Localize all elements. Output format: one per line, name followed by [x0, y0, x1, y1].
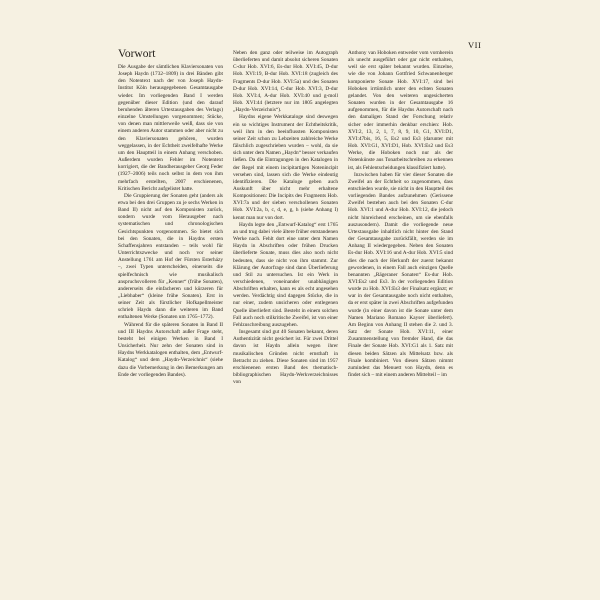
paragraph: Haydns eigene Werkkataloge sind deswegen ein so wichtiges Instrument der Echtheitskritik, weil ihm in den beeinflussten Komponisten seiner Zeit schon zu Lebzeiten zahlreiche Werke fälschlich zugeschrieben wurden – wohl, da sie sich unter dem Namen „Haydn“ besser verkaufen ließen. Da die Eintragungen in den Katalogen in der Regel mit einem incipitartigen Notenincipit versehen sind, lassen sich die Werke eindeutig identifizieren. Die Kataloge geben auch Auskunft über nicht mehr erhaltene Kompositionen: Die Incipits des Fragments Hob. XVI:7a und der sieben verschollenen Sonaten Hob. XVI:2a, b, c, d, e, g, h (siehe Anhang I) kennt man nur von dort. [233, 114, 338, 221]
text-column-2 [233, 50, 338, 565]
paragraph: Anthony van Hoboken entweder vom vornherein als unecht ausgeführt oder gar nicht enthalten, weil sie erst später bekannt wurden. Einzelne, wie die von Johann Gottfried Schwanenberger komponierte Sonate Hob. XVI:17, sind bei Hoboken irrtümlich unter den echten Sonaten gelandet. Von den weiteren ungesicherten Sonaten wurden in der Gesamtausgabe 16 aufgenommen, für die Haydns Autorschaft nach den damaligen Stand der Forschung relativ sicher oder immerhin denkbar erschien: Hob. XVI:2, 13, 2, 1, 7, 8, 9, 10, G1, XVI:D1, XVI:47bis, 16, 5, Es2 und Es3 (darunter mit Hob. XVI:G1, XVI:D1, Hob. XVI:Es2 und Es3 Werke, die Hoboken noch nur als der Notenkünste aus Tonarbeitschreiben zu erkennen ist, als Fehlentscheidungen klassifiziert hatte). [348, 50, 453, 171]
paragraph: Insgesamt sind gut 40 Sonaten bekannt, deren Authentizität nicht gesichert ist. Für zwei Drittel davon ist Haydn allein wegen ihrer musikalischen Gründen nicht ernsthaft in Betracht zu ziehen. Diese Sonaten sind im 1957 erschienenen ersten Band des thematisch-bibliographischen Haydn-Werkverzeichnisses von [233, 329, 338, 386]
paragraph: Haydn legte den „Entwurf-Katalog“ erst 1765 an und trug dabei viele ältere früher entstandenen Werke nach. Fehlt dort eine unter dem Namen Haydn in Abschriften oder frühen Drucken überlieferte Sonate, muss dies also noch nicht bedeuten, dass sie nicht von ihm stammt. Zur Klärung der Autorfrage sind dann Überlieferung und Stil zu untersuchen. Ist ein Werk in verschiedenen, voneinander unabhängigen Abschriften erhalten, kann es als echt angesehen werden. Verdächtig sind dagegen Stücke, die in nur einer, zudem unsicheren oder entlegenen Quelle überliefert sind. Besteht in einem solchen Fall auch noch stilkritische Zweifel, ist von einer Fehlzuschreibung auszugehen. [233, 221, 338, 328]
section-heading: Vorwort [118, 48, 156, 60]
paragraph: Die Ausgabe der sämtlichen Klaviersonaten von Joseph Haydn (1732–1809) in drei Bänden gibt den Notentext nach der von Joseph Haydn-Institut Köln herausgegebenen Gesamtausgabe wieder. Im vorliegenden Band I werden gegenüber dieser Edition (und den darauf beruhenden älteren Urtextausgaben des Verlags) einzelne Umstellungen vorgenommen; Stücke, von denen man mittlerweile weiß, dass sie von einem anderen Autor stammen oder aber nicht zu den Klaviersonaten gehören, wurden weggelassen, in der Echtheit zweifelhafte Werke um den Hauptteil in einem Anhang verschoben. Außerdem wurden Fehler im Notentext korrigiert, die der Bandherausgeber Georg Feder (1927–2006) teils noch selbst in dem von ihm mehrfach erstellten, 2007 erschienenen, Kritischen Bericht aufgelistet hatte. [118, 64, 223, 192]
paragraph: Neben den ganz oder teilweise im Autograph überlieferten und damit absolut sicheren Sonaten C-dur Hob. XVI:6, Es-dur Hob. XVI:45, D-dur Hob. XVI:19, B-dur Hob. XVI:18 (zugleich des Fragments D-dur Hob. XVI:5a) und des Sonaten D-dur Hob. XVI:14, C-dur Hob. XVI:3, D-dur Hob. XVI:4, A-dur Hob. XVI:40 und g-moll Hob. XVI:44 (letztere nur im 1805 angelegten „Haydn-Verzeichnis“). [233, 50, 338, 114]
page-number: VII [468, 40, 482, 50]
text-column-1 [118, 64, 223, 564]
paragraph: Während für die späteren Sonaten in Band II und III Haydns Autorschaft außer Frage steht, besteht bei einigen Werken in Band I Unsicherheit. Nur zehn der Sonaten sind in Haydns Werkkatalogen enthalten, dem „Entwurf-Katalog“ und dem „Haydn-Verzeichnis“ (siehe dazu die Vorbemerkung in den Bemerkungen am Ende der vorliegenden Bandes). [118, 321, 223, 378]
paragraph: Inzwischen haben für vier dieser Sonaten die Zweifel an der Echtheit so zugenommen, dass entschieden wurde, sie nicht in den Hauptteil des vorliegenden Bandes aufzunehmen (Gerissene Zweifel bestehen auch bei den Sonaten C-dur Hob. XVI:1 und A-dur Hob. XVI:12, die jedoch nicht hinreichend erscheinen, um sie ebenfalls auszusondern). Damit die vorliegende neue Urtextausgabe inhaltlich nicht hinter den Stand der Gesamtausgabe zurückfällt, werden sie im Anhang II wiedergegeben. Neben den Sonaten Es-dur Hob. XVI:16 und A-dur Hob. XVI:5 sind dies die nach der Herkunft der zuerst bekannt gewordenen, in einem Fall auch einzigen Quelle benannten „Rägeraner Sonaten“ Es-dur Hob. XVI:Es2 und Es3. In der vorliegenden Edition wurde zu Hob. XVI:Es3 der Finalsatz ergänzt; er war in der Gesamtausgabe noch nicht enthalten, da er erst später in zwei Abschriften aufgefunden wurde (in einer davon ist die Sonate unter dem Namen Mariano Romano Kayser überliefert). Am Beginn von Anhang II stehen die 2. und 3. Satz der Sonate Hob. XVI:11, einer Zusammenstellung von fremder Hand, die das Finale der Sonate Hob. XVI:G1 als 1. Satz mit diesen beiden Sätzen als Mittelsatz bzw. als Finale kombiniert. Von diesen Sätzen nimmt zumindest das Menuett von Haydn, denn es findet sich – mit einem anderen Mittelteil – im [348, 171, 453, 379]
text-column-3 [348, 50, 453, 565]
paragraph: Die Gruppierung der Sonaten geht (anders als etwa bei den drei Gruppen zu je sechs Werken in Band II) nicht auf den Komponisten zurück, sondern wurde vom Herausgeber nach systematischen und chronologischen Gesichtspunkten vorgenommen. So bietet sich bei den Sonaten, die in Haydns ersten Schaffensjahren entstanden – teils wohl für Unterrichtszwecke und noch vor seiner Anstellung 1761 am Hof der Fürsten Esterházy –, zwei Typen unterscheiden, einerseits die spielfechnisch wie musikalisch anspruchsvolleren für „Kenner“ (frühe Sonaten), andererseits die einfacheren und kürzeren für „Liebhaber“ (kleine frühe Sonaten). Erst in seiner Zeit als fürstlicher Hofkapellmeister schrieb Haydn dann die weiteren im Band enthaltenen Werke (Sonaten um 1765–1772). [118, 192, 223, 321]
